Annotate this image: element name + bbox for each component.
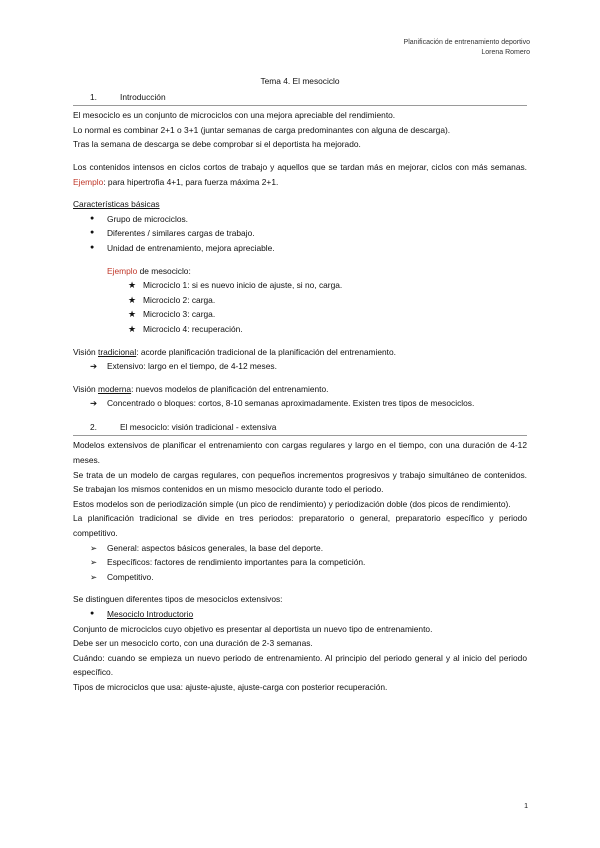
example-heading: Ejemplo de mesociclo:	[107, 265, 191, 276]
star-icon: ★	[128, 294, 137, 305]
list-item: ● Mesociclo Introductorio	[73, 607, 527, 622]
header-author: Lorena Romero	[481, 49, 530, 56]
section-title: El mesociclo: visión tradicional - extensiva	[120, 421, 277, 432]
list-item: ➔ Concentrado o bloques: cortos, 8-10 semanas aproximadamente. Existen tres tipos de mesociclos.	[73, 396, 527, 411]
star-icon: ★	[128, 280, 137, 291]
star-icon: ★	[128, 323, 137, 334]
list-item: ● Diferentes / similares cargas de trabajo.	[73, 226, 527, 241]
arrow-right-icon: ➔	[90, 398, 98, 409]
paragraph: Conjunto de microciclos cuyo objetivo es presentar al deportista un nuevo tipo de entrenamiento.	[73, 623, 433, 634]
list-item: ➔ Extensivo: largo en el tiempo, de 4-12 meses.	[73, 359, 527, 374]
paragraph: Se distinguen diferentes tipos de mesociclos extensivos:	[73, 594, 283, 605]
vision-moderna: Visión moderna: nuevos modelos de planificación del entrenamiento.	[73, 383, 329, 394]
section-title: Introducción	[120, 91, 166, 102]
subheading-caracteristicas: Características básicas	[73, 199, 160, 210]
arrow-list	[73, 396, 527, 411]
arrowhead-icon: ➢	[90, 571, 98, 582]
section-heading-1	[73, 90, 527, 105]
paragraph: Tras la semana de descarga se debe comprobar si el deportista ha mejorado.	[73, 139, 361, 150]
header-course: Planificación de entrenamiento deportivo	[403, 39, 530, 46]
document-title: Tema 4. El mesociclo	[260, 76, 340, 86]
paragraph: Estos modelos son de periodización simple (un pico de rendimiento) y periodización doble (dos picos de rendimiento).	[73, 498, 511, 509]
paragraph: Tipos de microciclos que usa: ajuste-ajuste, ajuste-carga con posterior recuperación.	[73, 681, 388, 692]
bullet-icon: ●	[90, 229, 95, 237]
section-rule	[73, 435, 527, 436]
bullet-icon: ●	[90, 610, 95, 617]
paragraph: Los contenidos intensos en ciclos cortos de trabajo y aquellos que se tardan más en mejorar, ciclos con más semanas. Ejemplo: para hipertrofia 4+1, para fuerza máxima 2+1.	[73, 161, 527, 187]
section-rule	[73, 105, 527, 106]
document-body	[73, 74, 527, 695]
list-item: ★ Microciclo 4: recuperación.	[73, 322, 527, 337]
bullet-icon: ●	[90, 214, 95, 222]
list-item: ➢ Competitivo.	[73, 570, 527, 585]
running-header	[404, 38, 530, 58]
paragraph: El mesociclo es un conjunto de microciclos con una mejora apreciable del rendimiento.	[73, 110, 396, 121]
bullet-icon: ●	[90, 243, 95, 251]
section-number: 1.	[90, 91, 97, 102]
list-item: ★ Microciclo 2: carga.	[73, 293, 527, 308]
example-label: Ejemplo	[73, 176, 104, 187]
list-item: ➢ General: aspectos básicos generales, la base del deporte.	[73, 541, 527, 556]
bullet-list	[73, 607, 527, 622]
period-list	[73, 541, 527, 585]
list-item: ★ Microciclo 1: si es nuevo inicio de ajuste, si no, carga.	[73, 278, 527, 293]
paragraph: Se trata de un modelo de cargas regulares, con pequeños incrementos progresivos y trabajo simultáneo de contenidos. Se trabajan los mismos contenidos en un mismo mesociclo durante todo el periodo.	[73, 469, 527, 495]
vision-tradicional: Visión tradicional: acorde planificación tradicional de la planificación del entrenamiento.	[73, 346, 396, 357]
arrowhead-icon: ➢	[90, 542, 98, 553]
paragraph: Cuándo: cuando se empieza un nuevo periodo de entrenamiento. Al principio del periodo general y al inicio del periodo específico.	[73, 652, 527, 678]
arrow-list	[73, 359, 527, 374]
paragraph: Lo normal es combinar 2+1 o 3+1 (juntar semanas de carga predominantes con alguna de descarga).	[73, 124, 451, 135]
list-item: ● Grupo de microciclos.	[73, 212, 527, 227]
arrow-right-icon: ➔	[90, 361, 98, 372]
paragraph: Debe ser un mesociclo corto, con una duración de 2-3 semanas.	[73, 638, 313, 649]
page-number: 1	[524, 803, 528, 810]
list-item: ★ Microciclo 3: carga.	[73, 307, 527, 322]
paragraph: Modelos extensivos de planificar el entrenamiento con cargas regulares y largo en el tiempo, con una duración de 4-12 meses.	[73, 440, 527, 466]
list-item: ● Unidad de entrenamiento, mejora apreciable.	[73, 241, 527, 256]
list-item: ➢ Específicos: factores de rendimiento importantes para la competición.	[73, 555, 527, 570]
paragraph: La planificación tradicional se divide en tres periodos: preparatorio o general, preparatorio específico y periodo competitivo.	[73, 513, 527, 539]
arrowhead-icon: ➢	[90, 557, 98, 568]
section-heading-2	[73, 420, 527, 435]
star-list	[73, 278, 527, 336]
star-icon: ★	[128, 309, 137, 320]
section-number: 2.	[90, 421, 97, 432]
bullet-list	[73, 212, 527, 256]
